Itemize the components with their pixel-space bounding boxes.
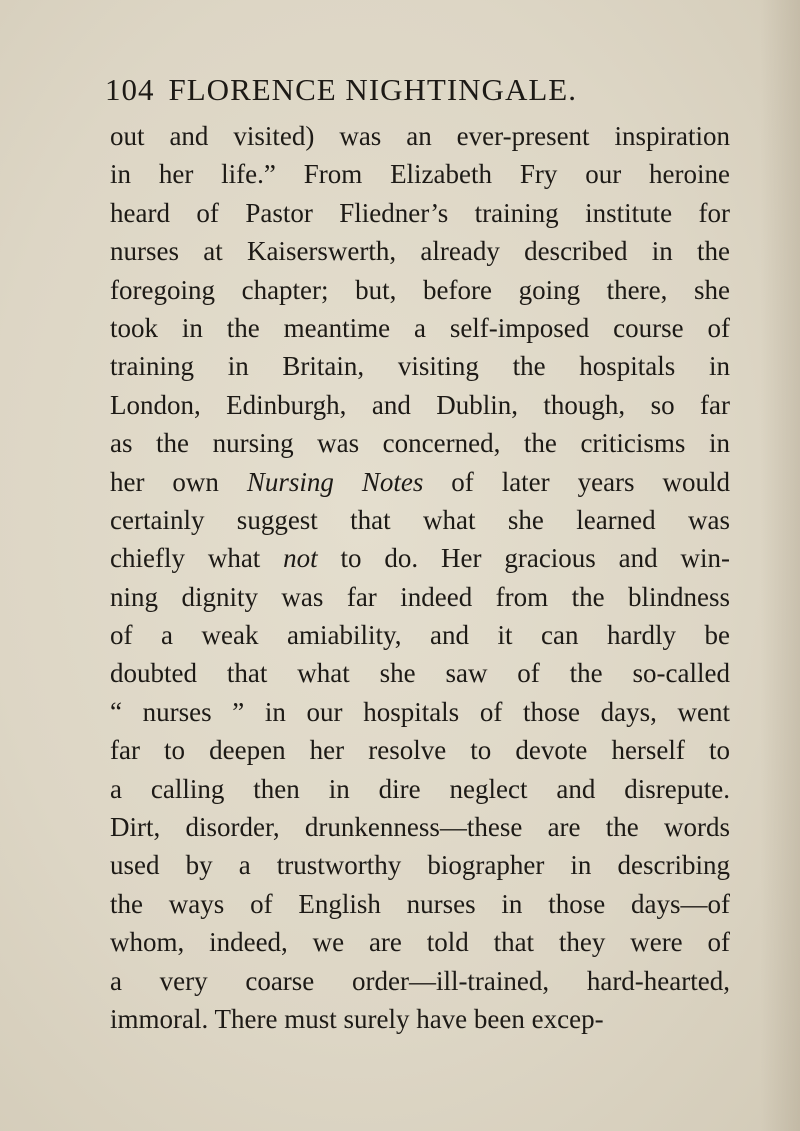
- text-segment: Dirt, disorder, drunkenness—these are the words: [110, 812, 730, 843]
- text-segment: “ nurses ” in our hospitals of those days, went: [110, 696, 730, 727]
- text-segment: whom, indeed, we are told that they were of: [110, 927, 730, 958]
- text-segment: training in Britain, visiting the hospitals in: [110, 351, 730, 382]
- text-segment: took in the meantime a self-imposed course of: [110, 312, 730, 343]
- text-segment: doubted that what she saw of the so-called: [110, 658, 730, 689]
- text-line: [110, 654, 730, 692]
- text-line: [110, 539, 730, 577]
- text-segment: London, Edinburgh, and Dublin, though, so far: [110, 389, 730, 420]
- text-line: [110, 808, 730, 846]
- text-line: [110, 194, 730, 232]
- text-segment: immoral. There must surely have been excep-: [110, 1003, 604, 1034]
- text-segment: nurses at Kaiserswerth, already described in the: [110, 236, 730, 267]
- text-line: [110, 501, 730, 539]
- text-line: [110, 347, 730, 385]
- text-segment: far to deepen her resolve to devote herself to: [110, 735, 730, 766]
- text-segment: a calling then in dire neglect and disrepute.: [110, 773, 730, 804]
- text-line: [110, 962, 730, 1000]
- text-line: [110, 463, 730, 501]
- page-number: 104: [105, 72, 155, 107]
- text-line: [110, 693, 730, 731]
- text-segment: out and visited) was an ever-present inspiration: [110, 121, 730, 151]
- text-line: [110, 578, 730, 616]
- text-line: [110, 117, 730, 155]
- text-line: [110, 271, 730, 309]
- text-segment: of a weak amiability, and it can hardly be: [110, 620, 730, 651]
- running-title: FLORENCE NIGHTINGALE.: [168, 72, 577, 107]
- text-line: [110, 424, 730, 462]
- running-header: [105, 72, 577, 108]
- text-segment: foregoing chapter; but, before going there, she: [110, 274, 730, 305]
- text-segment: chiefly what: [110, 543, 284, 574]
- text-line: [110, 770, 730, 808]
- page-edge-shadow: [760, 0, 800, 1131]
- italic-text: Nursing Notes: [246, 466, 424, 497]
- text-line: [110, 155, 730, 193]
- text-segment: used by a trustworthy biographer in describing: [110, 850, 730, 881]
- text-line: [110, 885, 730, 923]
- text-segment: certainly suggest that what she learned was: [110, 504, 730, 535]
- text-line: [110, 1000, 730, 1038]
- italic-text: not: [283, 543, 318, 574]
- text-line: [110, 923, 730, 961]
- text-segment: ning dignity was far indeed from the blindness: [110, 581, 730, 612]
- text-line: [110, 731, 730, 769]
- text-segment: a very coarse order—ill-trained, hard-hearted,: [110, 965, 730, 996]
- text-segment: heard of Pastor Fliedner’s training institute for: [110, 197, 730, 228]
- text-line: [110, 616, 730, 654]
- text-line: [110, 309, 730, 347]
- text-segment: of later years would: [423, 466, 730, 497]
- text-segment: to do. Her gracious and win-: [317, 543, 730, 574]
- text-line: [110, 232, 730, 270]
- text-segment: as the nursing was concerned, the criticisms in: [110, 428, 730, 459]
- text-segment: in her life.” From Elizabeth Fry our heroine: [110, 159, 730, 190]
- text-segment: her own: [110, 466, 247, 497]
- body-text: [110, 117, 730, 1038]
- text-line: [110, 386, 730, 424]
- text-line: [110, 846, 730, 884]
- text-segment: the ways of English nurses in those days—of: [110, 888, 730, 919]
